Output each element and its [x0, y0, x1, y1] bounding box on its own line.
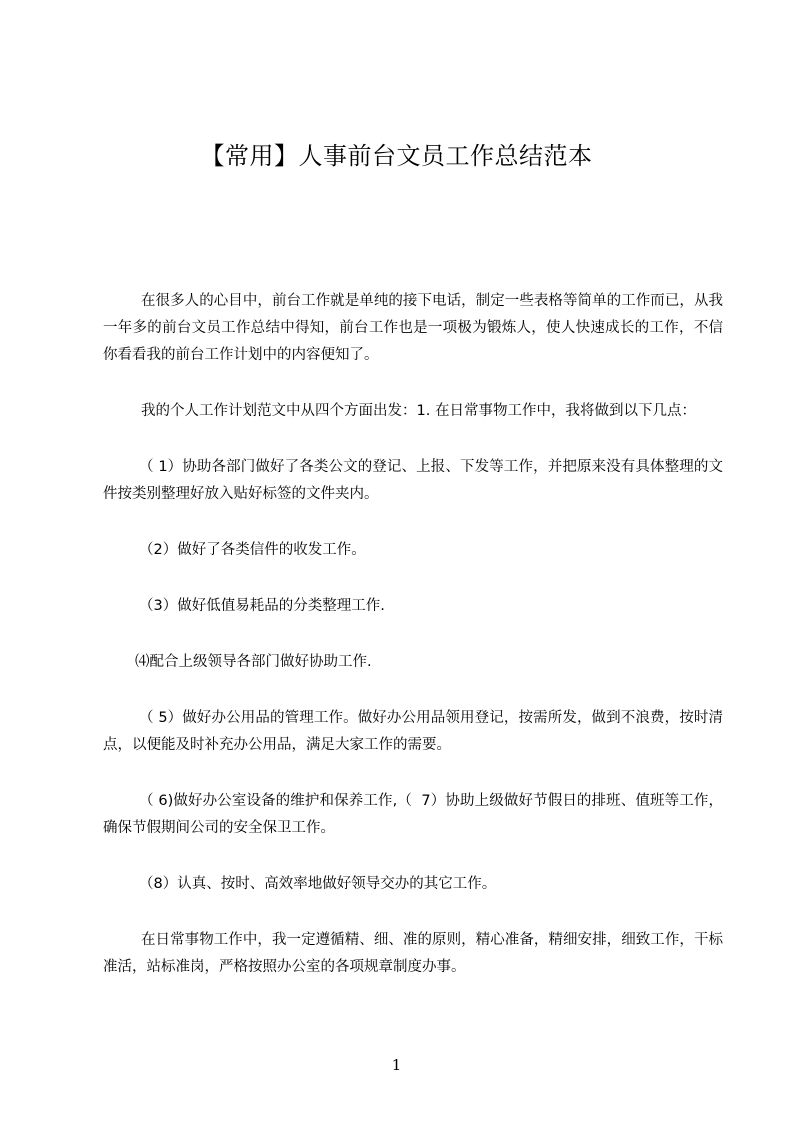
paragraph-item-3: （3）做好低值易耗品的分类整理工作.: [139, 598, 385, 614]
paragraph-item-2: （2）做好了各类信件的收发工作。: [139, 542, 366, 558]
paragraph-closing: 在日常事物工作中，我一定遵循精、细、准的原则，精心准备，精细安排，细致工作，干标准活，站标准岗，严格按照办公室的各项规章制度办事。: [103, 932, 723, 975]
paragraph-intro: 在很多人的心目中，前台工作就是单纯的接下电话，制定一些表格等简单的工作而已，从我一年多的前台文员工作总结中得知，前台工作也是一项极为锻炼人，使人快速成长的工作，不信你看看我的前台工作计划中的内容便知了。: [103, 293, 723, 363]
document-body: [103, 288, 723, 1010]
paragraph-plan-overview: 我的个人工作计划范文中从四个方面出发：1. 在日常事物工作中，我将做到以下几点：: [141, 403, 696, 419]
document-title: 【常用】人事前台文员工作总结范本: [200, 142, 593, 170]
paragraph-item-5: （ 5）做好办公用品的管理工作。做好办公用品领用登记，按需所发，做到不浪费，按时清点，以便能及时补充办公用品，满足大家工作的需要。: [103, 710, 723, 753]
page-number: 1: [391, 1056, 402, 1074]
paragraph-item-6-7: （ 6)做好办公室设备的维护和保养工作,（ 7）协助上级做好节假日的排班、值班等工作，确保节假期间公司的安全保卫工作。: [103, 793, 723, 836]
paragraph-item-1: （ 1）协助各部门做好了各类公文的登记、上报、下发等工作，并把原来没有具体整理的文件按类别整理好放入贴好标签的文件夹内。: [103, 459, 723, 502]
paragraph-item-4: ⑷配合上级领导各部门做好协助工作.: [135, 654, 372, 670]
paragraph-item-8: （8）认真、按时、高效率地做好领导交办的其它工作。: [139, 876, 497, 892]
